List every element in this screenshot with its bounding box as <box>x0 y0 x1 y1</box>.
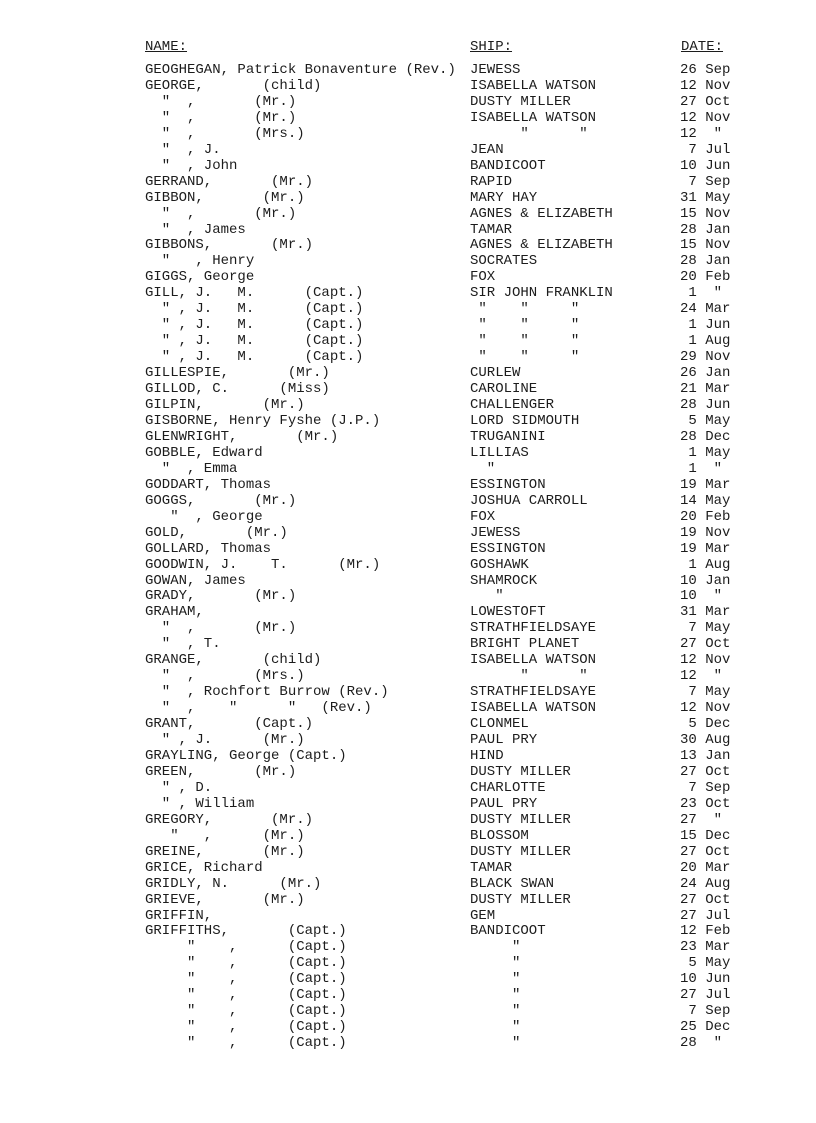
arrival-date: 23 Oct <box>680 795 731 812</box>
ship-name: ISABELLA WATSON <box>470 77 597 94</box>
passenger-name: " , (Capt.) <box>145 955 347 972</box>
ship-name: SOCRATES <box>470 253 538 270</box>
list-row <box>0 510 816 526</box>
list-row <box>0 1020 816 1036</box>
arrival-date: 23 Mar <box>680 939 731 956</box>
arrival-date: 20 Feb <box>680 508 731 525</box>
list-row <box>0 988 816 1004</box>
list-row <box>0 175 816 191</box>
arrival-date: 30 Aug <box>680 732 731 749</box>
ship-name: BRIGHT PLANET <box>470 636 580 653</box>
list-row <box>0 334 816 350</box>
list-row <box>0 669 816 685</box>
arrival-date: 7 Sep <box>680 1003 731 1020</box>
arrival-date: 12 Nov <box>680 652 731 669</box>
ship-name: " " <box>470 668 588 685</box>
ship-name: CHARLOTTE <box>470 779 546 796</box>
list-row <box>0 558 816 574</box>
ship-name: " " " <box>470 349 580 366</box>
arrival-date: 10 Jun <box>680 157 731 174</box>
list-row <box>0 637 816 653</box>
passenger-name: GOGGS, (Mr.) <box>145 492 297 509</box>
list-row <box>0 733 816 749</box>
arrival-date: 5 May <box>680 412 731 429</box>
list-row <box>0 63 816 79</box>
list-row <box>0 111 816 127</box>
passenger-name: " , (Mr.) <box>145 620 297 637</box>
list-row <box>0 366 816 382</box>
arrival-date: 27 Oct <box>680 763 731 780</box>
passenger-name: " , J. (Mr.) <box>145 732 305 749</box>
list-row <box>0 462 816 478</box>
arrival-date: 20 Feb <box>680 269 731 286</box>
arrival-date: 7 Sep <box>680 173 731 190</box>
passenger-name: " , (Mrs.) <box>145 125 305 142</box>
passenger-name: GOWAN, James <box>145 572 246 589</box>
passenger-name: " , Henry <box>145 253 255 270</box>
arrival-date: 27 Oct <box>680 843 731 860</box>
list-row <box>0 191 816 207</box>
ship-name: JEWESS <box>470 62 521 78</box>
list-row <box>0 398 816 414</box>
ship-name: CURLEW <box>470 365 521 382</box>
arrival-date: 1 " <box>680 285 723 302</box>
passenger-name: GRIFFITHS, (Capt.) <box>145 923 347 940</box>
passenger-name: " , (Mr.) <box>145 205 297 222</box>
arrival-date: 27 Oct <box>680 93 731 110</box>
passenger-name: GREINE, (Mr.) <box>145 843 305 860</box>
passenger-name: GILL, J. M. (Capt.) <box>145 285 364 302</box>
arrival-date: 5 Dec <box>680 716 731 733</box>
arrival-date: 27 Oct <box>680 891 731 908</box>
passenger-name: GRIFFIN, <box>145 907 213 924</box>
ship-name: LORD SIDMOUTH <box>470 412 580 429</box>
passenger-name: GEOGHEGAN, Patrick Bonaventure (Rev.) <box>145 62 456 78</box>
list-row <box>0 797 816 813</box>
ship-name: DUSTY MILLER <box>470 843 571 860</box>
passenger-name: GREEN, (Mr.) <box>145 763 297 780</box>
passenger-name: GOLLARD, Thomas <box>145 540 272 557</box>
list-row <box>0 893 816 909</box>
passenger-name: GRAYLING, George (Capt.) <box>145 747 347 764</box>
arrival-date: 27 Oct <box>680 636 731 653</box>
list-row <box>0 1036 816 1052</box>
list-row <box>0 781 816 797</box>
arrival-date: 10 Jun <box>680 971 731 988</box>
arrival-date: 7 Jul <box>680 141 731 158</box>
list-row <box>0 143 816 159</box>
list-row <box>0 701 816 717</box>
arrival-date: 19 Mar <box>680 476 731 493</box>
list-row <box>0 494 816 510</box>
arrival-date: 12 Nov <box>680 109 731 126</box>
passenger-name: GRANT, (Capt.) <box>145 716 314 733</box>
arrival-date: 15 Dec <box>680 827 731 844</box>
ship-name: DUSTY MILLER <box>470 93 571 110</box>
ship-name: LOWESTOFT <box>470 604 546 621</box>
passenger-name: GILLOD, C. (Miss) <box>145 381 330 398</box>
arrival-date: 31 Mar <box>680 604 731 621</box>
ship-column-header: SHIP: <box>470 39 513 55</box>
passenger-name: " , (Capt.) <box>145 1019 347 1036</box>
list-row <box>0 159 816 175</box>
arrival-date: 27 " <box>680 811 723 828</box>
passenger-name: " , Emma <box>145 460 238 477</box>
ship-name: ESSINGTON <box>470 540 546 557</box>
passenger-name: GRANGE, (child) <box>145 652 322 669</box>
arrival-date: 12 Feb <box>680 923 731 940</box>
passenger-name: " , James <box>145 221 246 238</box>
arrival-date: 5 May <box>680 955 731 972</box>
ship-name: PAUL PRY <box>470 795 538 812</box>
arrival-date: 14 May <box>680 492 731 509</box>
arrival-date: 31 May <box>680 189 731 206</box>
passenger-name: " , (Mr.) <box>145 93 297 110</box>
passenger-name: GRIEVE, (Mr.) <box>145 891 305 908</box>
date-column-header: DATE: <box>681 39 724 55</box>
ship-name: DUSTY MILLER <box>470 811 571 828</box>
ship-name: " <box>470 460 496 477</box>
list-row <box>0 877 816 893</box>
arrival-date: 12 Nov <box>680 700 731 717</box>
arrival-date: 21 Mar <box>680 381 731 398</box>
list-row <box>0 238 816 254</box>
ship-name: AGNES & ELIZABETH <box>470 205 613 222</box>
arrival-date: 20 Mar <box>680 859 731 876</box>
arrival-date: 1 " <box>680 460 723 477</box>
list-row <box>0 430 816 446</box>
list-row <box>0 924 816 940</box>
passenger-name: GEORGE, (child) <box>145 77 322 94</box>
passenger-name: GRIDLY, N. (Mr.) <box>145 875 322 892</box>
ship-name: SIR JOHN FRANKLIN <box>470 285 613 302</box>
arrival-date: 15 Nov <box>680 205 731 222</box>
passenger-name: " , J. M. (Capt.) <box>145 333 364 350</box>
list-row <box>0 318 816 334</box>
ship-name: RAPID <box>470 173 513 190</box>
passenger-name: GRAHAM, <box>145 604 204 621</box>
list-row <box>0 574 816 590</box>
passenger-name: GERRAND, (Mr.) <box>145 173 314 190</box>
passenger-name: " , (Mr.) <box>145 109 297 126</box>
list-row <box>0 829 816 845</box>
ship-name: " <box>470 1035 521 1052</box>
ship-name: " <box>470 955 521 972</box>
passenger-name: GLENWRIGHT, (Mr.) <box>145 428 339 445</box>
list-row <box>0 940 816 956</box>
passenger-name: GOLD, (Mr.) <box>145 524 288 541</box>
arrival-date: 15 Nov <box>680 237 731 254</box>
passenger-name: GILLESPIE, (Mr.) <box>145 365 330 382</box>
passenger-name: GIBBONS, (Mr.) <box>145 237 314 254</box>
arrival-date: 13 Jan <box>680 747 731 764</box>
ship-name: PAUL PRY <box>470 732 538 749</box>
list-row <box>0 526 816 542</box>
list-row <box>0 95 816 111</box>
ship-name: LILLIAS <box>470 444 529 461</box>
list-row <box>0 653 816 669</box>
arrival-date: 24 Aug <box>680 875 731 892</box>
passenger-name: GRICE, Richard <box>145 859 263 876</box>
ship-name: " <box>470 971 521 988</box>
ship-name: BANDICOOT <box>470 923 546 940</box>
list-row <box>0 270 816 286</box>
list-row <box>0 207 816 223</box>
passenger-name: " , J. <box>145 141 221 158</box>
arrival-date: 7 May <box>680 684 731 701</box>
ship-name: TAMAR <box>470 221 513 238</box>
list-row <box>0 478 816 494</box>
list-row <box>0 79 816 95</box>
ship-name: MARY HAY <box>470 189 538 206</box>
arrival-date: 26 Jan <box>680 365 731 382</box>
passenger-name: " , D. <box>145 779 213 796</box>
arrival-date: 28 Jan <box>680 253 731 270</box>
list-row <box>0 589 816 605</box>
passenger-name: " , (Capt.) <box>145 1003 347 1020</box>
passenger-name: " , (Mr.) <box>145 827 305 844</box>
arrival-date: 10 " <box>680 588 723 605</box>
ship-name: " <box>470 939 521 956</box>
name-column-header: NAME: <box>145 39 188 55</box>
passenger-name: " , (Capt.) <box>145 987 347 1004</box>
ship-name: STRATHFIELDSAYE <box>470 684 597 701</box>
arrival-date: 10 Jan <box>680 572 731 589</box>
list-row <box>0 414 816 430</box>
passenger-name: " , T. <box>145 636 221 653</box>
arrival-date: 7 Sep <box>680 779 731 796</box>
ship-name: GOSHAWK <box>470 556 529 573</box>
arrival-date: 1 May <box>680 444 731 461</box>
ship-name: ISABELLA WATSON <box>470 109 597 126</box>
list-row <box>0 223 816 239</box>
arrival-date: 24 Mar <box>680 301 731 318</box>
list-row <box>0 446 816 462</box>
passenger-name: GOODWIN, J. T. (Mr.) <box>145 556 381 573</box>
passenger-name: GIGGS, George <box>145 269 255 286</box>
passenger-name: GOBBLE, Edward <box>145 444 263 461</box>
ship-name: ISABELLA WATSON <box>470 652 597 669</box>
arrival-date: 28 Jan <box>680 221 731 238</box>
ship-name: HIND <box>470 747 504 764</box>
arrival-date: 28 Dec <box>680 428 731 445</box>
passenger-name: GILPIN, (Mr.) <box>145 397 305 414</box>
passenger-name: " , J. M. (Capt.) <box>145 317 364 334</box>
arrival-date: 28 Jun <box>680 397 731 414</box>
ship-name: AGNES & ELIZABETH <box>470 237 613 254</box>
ship-name: ISABELLA WATSON <box>470 700 597 717</box>
arrival-date: 12 " <box>680 668 723 685</box>
ship-name: DUSTY MILLER <box>470 891 571 908</box>
ship-name: CLONMEL <box>470 716 529 733</box>
ship-name: CAROLINE <box>470 381 538 398</box>
arrival-date: 27 Jul <box>680 987 731 1004</box>
ship-name: BLACK SWAN <box>470 875 555 892</box>
passenger-name: GIBBON, (Mr.) <box>145 189 305 206</box>
arrival-date: 28 " <box>680 1035 723 1052</box>
arrival-date: 29 Nov <box>680 349 731 366</box>
ship-name: FOX <box>470 508 496 525</box>
list-row <box>0 765 816 781</box>
arrival-date: 12 " <box>680 125 723 142</box>
list-row <box>0 956 816 972</box>
arrival-date: 7 May <box>680 620 731 637</box>
list-row <box>0 972 816 988</box>
passenger-name: GREGORY, (Mr.) <box>145 811 314 828</box>
list-row <box>0 302 816 318</box>
arrival-date: 27 Jul <box>680 907 731 924</box>
ship-name: SHAMROCK <box>470 572 538 589</box>
ship-name: BANDICOOT <box>470 157 546 174</box>
list-row <box>0 127 816 143</box>
ship-name: GEM <box>470 907 496 924</box>
passenger-name: " , J. M. (Capt.) <box>145 301 364 318</box>
arrival-date: 26 Sep <box>680 62 731 78</box>
passenger-name: GODDART, Thomas <box>145 476 272 493</box>
passenger-name: " , William <box>145 795 255 812</box>
passenger-name: " , (Mrs.) <box>145 668 305 685</box>
list-row <box>0 605 816 621</box>
ship-name: " " " <box>470 317 580 334</box>
arrival-date: 1 Aug <box>680 333 731 350</box>
list-row <box>0 286 816 302</box>
list-row <box>0 382 816 398</box>
arrival-date: 1 Jun <box>680 317 731 334</box>
ship-name: TRUGANINI <box>470 428 546 445</box>
arrival-date: 25 Dec <box>680 1019 731 1036</box>
ship-name: STRATHFIELDSAYE <box>470 620 597 637</box>
passenger-name: " , (Capt.) <box>145 939 347 956</box>
ship-name: CHALLENGER <box>470 397 555 414</box>
ship-name: JOSHUA CARROLL <box>470 492 588 509</box>
ship-name: ESSINGTON <box>470 476 546 493</box>
passenger-name: " , George <box>145 508 263 525</box>
list-row <box>0 845 816 861</box>
ship-name: " <box>470 987 521 1004</box>
passenger-name: " , Rochfort Burrow (Rev.) <box>145 684 389 701</box>
arrival-date: 19 Mar <box>680 540 731 557</box>
passenger-name: GISBORNE, Henry Fyshe (J.P.) <box>145 412 381 429</box>
list-row <box>0 861 816 877</box>
list-row <box>0 685 816 701</box>
arrival-date: 1 Aug <box>680 556 731 573</box>
list-row <box>0 542 816 558</box>
ship-name: BLOSSOM <box>470 827 529 844</box>
arrival-date: 12 Nov <box>680 77 731 94</box>
ship-name: JEWESS <box>470 524 521 541</box>
passenger-name: " , (Capt.) <box>145 1035 347 1052</box>
passenger-name: " , " " (Rev.) <box>145 700 372 717</box>
list-row <box>0 1004 816 1020</box>
passenger-list <box>0 63 816 1052</box>
ship-name: DUSTY MILLER <box>470 763 571 780</box>
ship-name: JEAN <box>470 141 504 158</box>
ship-name: " " " <box>470 301 580 318</box>
list-row <box>0 909 816 925</box>
ship-name: " <box>470 1019 521 1036</box>
arrival-date: 19 Nov <box>680 524 731 541</box>
list-row <box>0 749 816 765</box>
list-row <box>0 813 816 829</box>
ship-name: " <box>470 588 504 605</box>
passenger-name: GRADY, (Mr.) <box>145 588 297 605</box>
passenger-name: " , John <box>145 157 238 174</box>
list-row <box>0 350 816 366</box>
list-row <box>0 621 816 637</box>
ship-name: " " <box>470 125 588 142</box>
ship-name: TAMAR <box>470 859 513 876</box>
list-row <box>0 254 816 270</box>
passenger-name: " , J. M. (Capt.) <box>145 349 364 366</box>
list-row <box>0 717 816 733</box>
ship-name: " <box>470 1003 521 1020</box>
ship-name: FOX <box>470 269 496 286</box>
passenger-name: " , (Capt.) <box>145 971 347 988</box>
ship-name: " " " <box>470 333 580 350</box>
